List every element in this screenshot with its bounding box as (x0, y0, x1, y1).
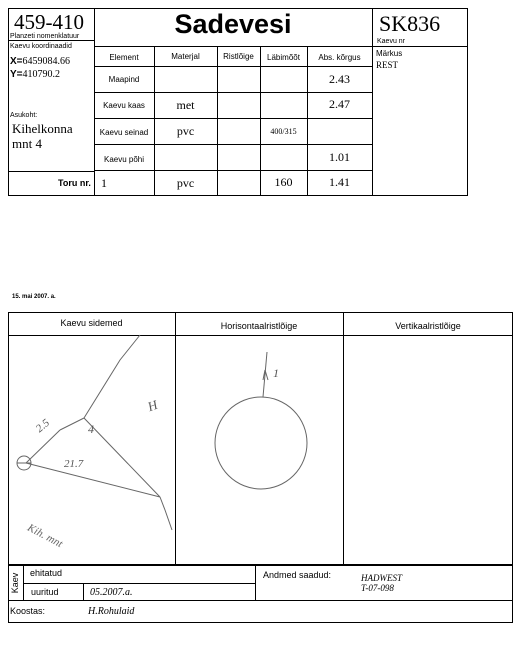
author-frame (8, 601, 513, 623)
panel-title-horizontal: Horisontaalristlõige (220, 321, 298, 331)
table-cell-material: pvc (176, 124, 195, 138)
street-note-text: Kih. mnt (25, 521, 65, 551)
table-cell-element: Kaevu seinad (99, 128, 149, 137)
measure-b-text: 4 (88, 422, 94, 436)
well-caption: Kaevu nr (377, 38, 406, 45)
well-id: SK836 (379, 11, 441, 36)
coord-x-value: 6459084.66 (22, 56, 71, 67)
sheet-caption: Planzeti nomenklatuur (10, 33, 80, 40)
measure-line-a (26, 430, 60, 463)
remarks-caption: Märkus (376, 49, 403, 58)
divider (255, 565, 256, 601)
measure-a-text: 2.5 (33, 416, 52, 436)
pipe-diameter: 160 (274, 175, 293, 189)
panel-title-links: Kaevu sidemed (60, 318, 123, 328)
data-from-line1: HADWEST (361, 573, 402, 583)
coord-y-value: 410790.2 (22, 69, 61, 80)
table-cell-element: Maapind (108, 75, 140, 84)
well-section-circle (215, 397, 307, 489)
table-header-section: Ristlõige (223, 52, 254, 61)
building-outline (84, 335, 140, 418)
arrow-head (263, 370, 268, 380)
table-header-material: Materjal (171, 52, 200, 61)
address-line2: mnt 4 (12, 136, 42, 151)
pipe-height: 1.41 (329, 175, 350, 189)
table-cell-diameter: 400/315 (270, 127, 297, 136)
arrow-mark-text: 1 (273, 366, 279, 380)
coords-caption: Kaevu koordinaadid (10, 43, 72, 50)
table-header-diameter: Läbimõõt (267, 53, 300, 62)
table-cell-height: 2.47 (329, 97, 350, 111)
sheet-number: 459-410 (14, 10, 84, 34)
coord-x-label: X= (10, 56, 23, 67)
table-cell-height: 2.43 (329, 72, 350, 86)
mark-h-text: H (145, 396, 160, 415)
table-cell-element: Kaevu põhi (103, 155, 145, 164)
date-stamp: 15. mai 2007. a. (12, 294, 56, 300)
table-cell-material: met (176, 98, 195, 112)
built-label: ehitatud (30, 568, 63, 578)
surveyed-label: uuritud (31, 587, 59, 597)
author-label: Koostas: (10, 606, 46, 616)
measure-line-c (26, 463, 160, 497)
coord-y-label: Y= (10, 69, 23, 80)
measure-line-b (84, 418, 160, 497)
table-cell-height: 1.01 (329, 150, 350, 164)
pipe-label: Toru nr. (58, 178, 91, 188)
author-value: H.Rohulaid (88, 606, 135, 617)
divider (23, 583, 255, 584)
pipe-number: 1 (101, 176, 107, 190)
address-line1: Kihelkonna (12, 121, 73, 136)
table-cell-element: Kaevu kaas (103, 101, 145, 110)
page-title: Sadevesi (174, 9, 292, 39)
street-edge (160, 497, 172, 530)
panel-title-vertical: Vertikaalristlõige (395, 321, 461, 331)
table-header-element: Element (109, 53, 139, 62)
remarks-value: REST (376, 60, 399, 70)
data-from-label: Andmed saadud: (263, 570, 332, 580)
measure-c-text: 21.7 (64, 458, 84, 470)
measure-line-ab (60, 418, 84, 430)
pipe-material: pvc (176, 176, 195, 190)
data-from-line2: T-07-098 (361, 583, 394, 593)
divider (83, 583, 84, 601)
table-header-height: Abs. kõrgus (318, 53, 361, 62)
address-caption: Asukoht: (10, 112, 38, 119)
surveyed-value: 05.2007.a. (90, 587, 133, 598)
footer-side-label: Kaev (10, 572, 20, 594)
